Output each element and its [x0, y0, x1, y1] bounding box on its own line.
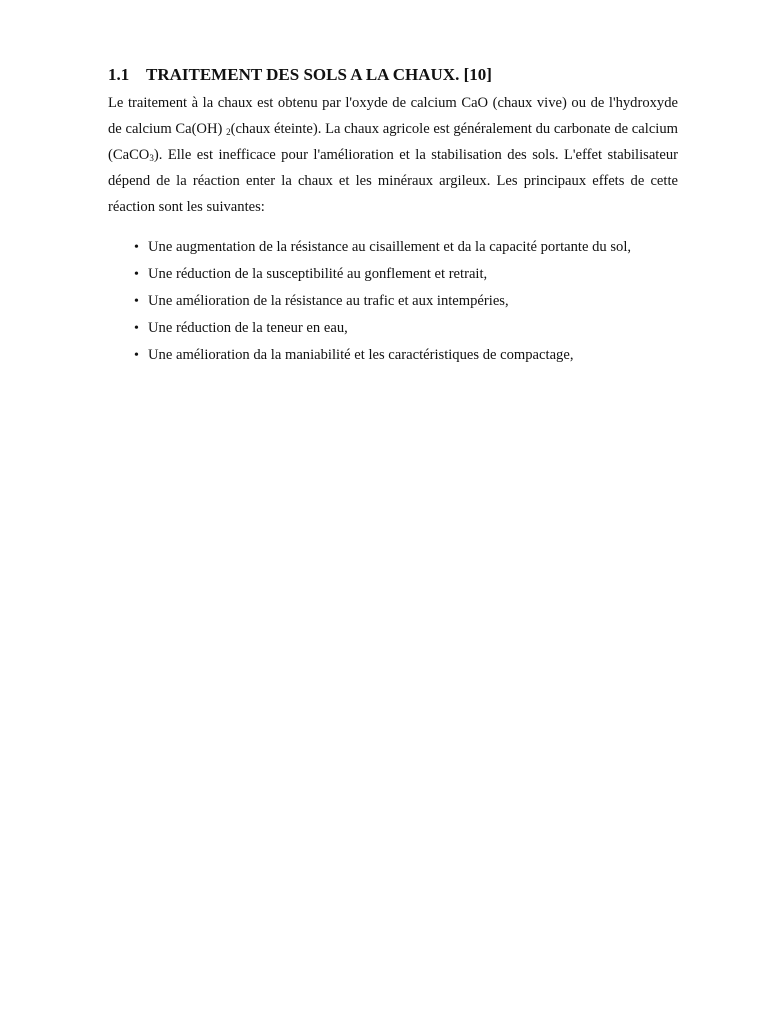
- list-item: [134, 315, 678, 342]
- section-number: 1.1: [108, 65, 130, 84]
- list-item: [134, 261, 678, 288]
- bullet-icon: •: [134, 267, 139, 282]
- document-page: [108, 64, 678, 369]
- bullet-icon: •: [134, 348, 139, 363]
- section-heading: [108, 64, 678, 86]
- effects-list: [108, 234, 678, 369]
- paragraph-text-2: (chaux éteinte). La chaux agricole est généralement du carbonate de calcium (CaCO: [108, 121, 679, 163]
- subscript-2: 2: [226, 127, 231, 137]
- section-title: TRAITEMENT DES SOLS A LA CHAUX. [10]: [146, 65, 492, 84]
- list-item: [134, 342, 678, 369]
- list-item-text: Une amélioration da la maniabilité et les caractéristiques de compactage,: [148, 347, 574, 363]
- list-item-text: Une réduction de la teneur en eau,: [148, 320, 348, 336]
- body-paragraph: [108, 90, 678, 220]
- bullet-icon: •: [134, 321, 139, 336]
- list-item: [134, 288, 678, 315]
- subscript-3: 3: [149, 153, 154, 163]
- bullet-icon: •: [134, 294, 139, 309]
- bullet-icon: •: [134, 240, 139, 255]
- list-item-text: Une amélioration de la résistance au trafic et aux intempéries,: [148, 293, 509, 309]
- paragraph-text-3: ). Elle est inefficace pour l'amélioration et la stabilisation des sols. L'effet stabilisateur dépend de la réaction enter la chaux et les minéraux argileux. Les principaux effets de cette réaction sont les suivantes:: [108, 147, 678, 215]
- paragraph-text-1: Le traitement à la chaux est obtenu par l'oxyde de calcium CaO (chaux vive) ou de l'hydroxyde de calcium Ca(OH): [108, 95, 678, 137]
- list-item: [134, 234, 678, 261]
- list-item-text: Une augmentation de la résistance au cisaillement et da la capacité portante du sol,: [148, 239, 632, 255]
- list-item-text: Une réduction de la susceptibilité au gonflement et retrait,: [148, 266, 488, 282]
